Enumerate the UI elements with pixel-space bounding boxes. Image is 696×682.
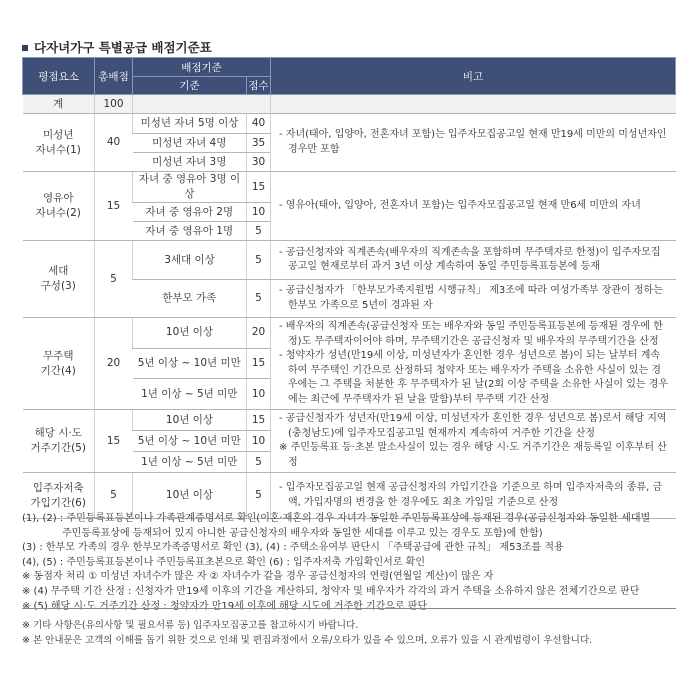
- cell-criteria: 5년 이상 ~ 10년 미만: [133, 431, 247, 452]
- cell-total-savings: 5: [95, 473, 133, 519]
- cell-item-minor: 미성년 자녀수(1): [23, 114, 95, 172]
- cell-item-infant: 영유아 자녀수(2): [23, 172, 95, 241]
- table-row: [23, 114, 676, 134]
- cell-empty: [271, 95, 676, 114]
- cell-score: 5: [247, 473, 271, 519]
- table-row: [23, 318, 676, 349]
- cell-criteria: 미성년 자녀 5명 이상: [133, 114, 247, 134]
- cell-total-minor: 40: [95, 114, 133, 172]
- cell-item-household: 세대 구성(3): [23, 241, 95, 318]
- cell-criteria: 1년 이상 ~ 5년 미만: [133, 379, 247, 410]
- cell-item-homeless: 무주택 기간(4): [23, 318, 95, 410]
- cell-note-minor: [271, 114, 676, 172]
- divider: [22, 608, 676, 609]
- cell-empty: [133, 95, 271, 114]
- footnote-line: ※ (4) 무주택 기간 산정 : 신청자가 만19세 이후의 기간을 계산하되, 청약자 및 배우자가 각각의 과거 주택을 소유하지 않은 전체기간으로 판단: [22, 585, 640, 597]
- note-text: - 영유아(태아, 입양아, 전혼자녀 포함)는 입주자모집공고일 현재 만6세 미만의 자녀: [279, 199, 641, 211]
- bottom-notes: [22, 618, 592, 648]
- note-text: - 공급신청자와 직계존속(배우자의 직계존속을 포함하며 무주택자로 한정)이 입주자모집공고일 현재로부터 과거 3년 이상 계속하여 동일 주민등록표등본에 등재: [279, 246, 661, 272]
- cell-score: 30: [247, 153, 271, 172]
- footnote-line: 주민등록표상에 등재되어 있지 아니한 공급신청자의 배우자와 동일한 세대를 이루고 있는 경우도 포함)에 한함): [62, 527, 543, 539]
- table-row: [23, 410, 676, 431]
- header-criteria: 기준: [133, 77, 247, 95]
- cell-total-label: 계: [23, 95, 95, 114]
- cell-total-homeless: 20: [95, 318, 133, 410]
- cell-note-homeless: [271, 318, 676, 410]
- cell-note-household-1: [271, 241, 676, 280]
- header-item: 평점요소: [23, 58, 95, 95]
- header-total-score: 총배점: [95, 58, 133, 95]
- cell-score: 5: [247, 241, 271, 280]
- cell-score: 20: [247, 318, 271, 349]
- footnote-line: (1), (2) : 주민등록표등본이나 가족관계증명서로 확인(이혼·재혼의 경우 자녀가 동일한 주민등록표상에 등재된 경우(공급신청자와 동일한 세대별: [22, 513, 651, 524]
- cell-criteria: 한부모 가족: [133, 280, 247, 318]
- cell-item-residence: 해당 시·도 거주기간(5): [23, 410, 95, 473]
- cell-score: 15: [247, 410, 271, 431]
- cell-note-household-2: [271, 280, 676, 318]
- cell-score: 10: [247, 203, 271, 222]
- cell-criteria: 1년 이상 ~ 5년 미만: [133, 452, 247, 473]
- bottom-note: ※ 본 안내문은 고객의 이해를 돕기 위한 것으로 인쇄 및 편집과정에서 오류/오타가 있을 수 있으며, 오류가 있을 시 관계법령이 우선합니다.: [22, 635, 593, 646]
- cell-score: 15: [247, 172, 271, 203]
- table-row-total: [23, 95, 676, 114]
- footnote-line: ※ (5) 해당 시·도 거주기간 산정 : 청약자가 만19세 이후에 해당 시도에 거주한 기간으로 판단: [22, 600, 428, 612]
- table-row: [23, 172, 676, 203]
- section-title-text: 다자녀가구 특별공급 배점기준표: [34, 40, 212, 55]
- note-text: ※ 주민등록표 등·초본 말소사실이 있는 경우 해당 시·도 거주기간은 재등록일 이후부터 산정: [279, 442, 667, 468]
- cell-total-value: 100: [95, 95, 133, 114]
- section-title: [22, 38, 212, 56]
- bottom-note: ※ 기타 사항은(유의사항 및 필요서류 등) 입주자모집공고를 참고하시기 바랍니다.: [22, 620, 359, 631]
- note-text: - 입주자모집공고일 현재 공급신청자의 가입기간을 기준으로 하며 입주자저축의 종류, 금액, 가입자명의 변경을 한 경우에도 최초 가입일 기준으로 산정: [279, 482, 663, 508]
- cell-criteria: 5년 이상 ~ 10년 미만: [133, 348, 247, 379]
- cell-criteria: 10년 이상: [133, 410, 247, 431]
- cell-criteria: 자녀 중 영유아 3명 이상: [133, 172, 247, 203]
- header-remarks: 비고: [271, 58, 676, 95]
- cell-item-savings: 입주자저축 가입기간(6): [23, 473, 95, 519]
- cell-criteria: 자녀 중 영유아 1명: [133, 222, 247, 241]
- footnote-line: (3) : 한부모 가족의 경우 한부모가족증명서로 확인 (3), (4) : 주택소유여부 판단시 「주택공급에 관한 규칙」 제53조를 적용: [22, 542, 564, 554]
- cell-criteria: 자녀 중 영유아 2명: [133, 203, 247, 222]
- cell-score: 35: [247, 134, 271, 153]
- cell-total-household: 5: [95, 241, 133, 318]
- cell-score: 40: [247, 114, 271, 134]
- note-text: - 공급신청자가 성년자(만19세 이상, 미성년자가 혼인한 경우 성년으로 봄)로서 해당 지역(충청남도)에 입주자모집공고일 현재까지 계속하여 거주한 기간을 산정: [279, 413, 667, 439]
- cell-note-residence: [271, 410, 676, 473]
- cell-total-infant: 15: [95, 172, 133, 241]
- cell-total-residence: 15: [95, 410, 133, 473]
- square-bullet-icon: [22, 45, 28, 51]
- note-text: - 청약자가 성년(만19세 이상, 미성년자가 혼인한 경우 성년으로 봄)이 되는 날부터 계속하여 무주택인 기간으로 산정하되 청약자 또는 배우자가 주택을 소유한 사실이 있는 경우에는 그 주택을 처분한 후 무주택자가 된 날(2회 이상 주택을 소유한 사실이 있는 경우에는 최근에 무주택자가 된 날을 말함)부터 무주택 기간 산정: [279, 350, 669, 405]
- header-criteria-group: 배점기준: [133, 58, 271, 77]
- cell-score: 10: [247, 379, 271, 410]
- cell-score: 5: [247, 452, 271, 473]
- cell-criteria: 미성년 자녀 3명: [133, 153, 247, 172]
- cell-score: 10: [247, 431, 271, 452]
- cell-criteria: 미성년 자녀 4명: [133, 134, 247, 153]
- table-row: [23, 241, 676, 280]
- score-table: [22, 57, 676, 519]
- cell-criteria: 10년 이상: [133, 473, 247, 519]
- cell-score: 15: [247, 348, 271, 379]
- cell-score: 5: [247, 280, 271, 318]
- cell-criteria: 3세대 이상: [133, 241, 247, 280]
- note-text: - 공급신청자가 「한부모가족지원법 시행규칙」 제3조에 따라 여성가족부 장관이 정하는 한부모 가족으로 5년이 경과된 자: [279, 285, 663, 311]
- footnote-line: (4), (5) : 주민등록표등본이나 주민등록표초본으로 확인 (6) : 입주자저축 가입확인서로 확인: [22, 556, 425, 568]
- footnote-line: ※ 동점자 처리 ① 미성년 자녀수가 많은 자 ② 자녀수가 같을 경우 공급신청자의 연령(연월일 계산)이 많은 자: [22, 571, 494, 583]
- note-text: - 자녀(태아, 입양아, 전혼자녀 포함)는 입주자모집공고일 현재 만19세 미만의 미성년자인 경우만 포함: [279, 129, 667, 155]
- cell-note-infant: [271, 172, 676, 241]
- note-text: - 배우자의 직계존속(공급신청자 또는 배우자와 동일 주민등록표등본에 등재된 경우에 한정)도 무주택자이어야 하며, 무주택기간은 공급신청자 및 배우자의 무주택기간을 산정: [279, 321, 663, 347]
- cell-criteria: 10년 이상: [133, 318, 247, 349]
- header-score: 점수: [247, 77, 271, 95]
- footnotes: [22, 512, 682, 614]
- cell-score: 5: [247, 222, 271, 241]
